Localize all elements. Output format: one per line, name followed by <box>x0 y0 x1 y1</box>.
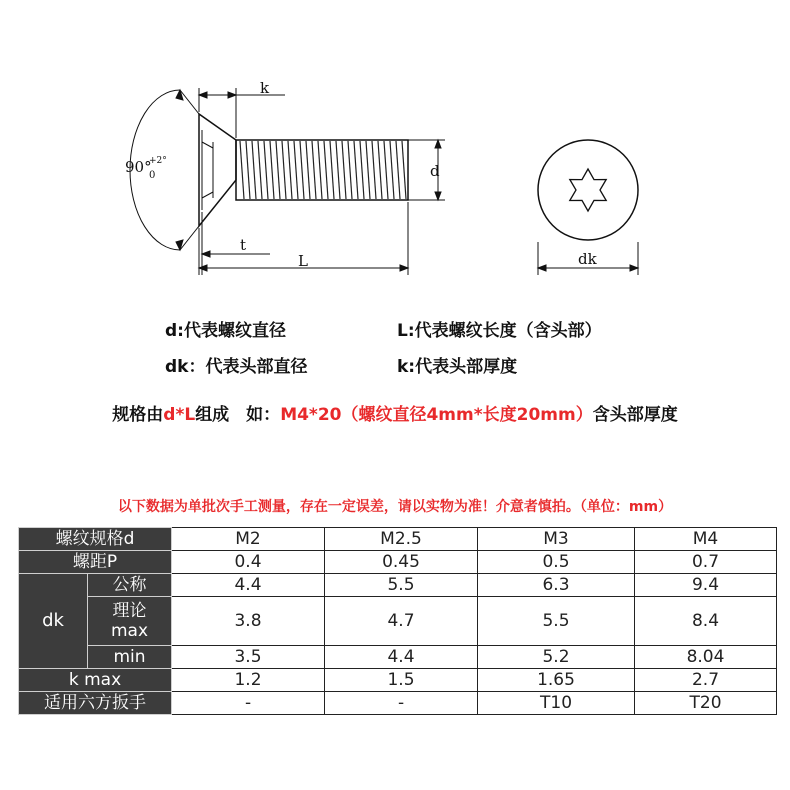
max-label: max <box>110 621 149 641</box>
thread-line <box>282 141 286 199</box>
thread-line <box>342 141 346 199</box>
table-cell: 5.5 <box>478 597 635 646</box>
composition-prefix: 规格由 <box>112 405 164 425</box>
label-d: d <box>430 162 440 180</box>
spec-table <box>18 527 777 715</box>
label-angle-plus: +2° <box>149 156 167 166</box>
table-cell: 5.2 <box>478 646 635 669</box>
thread-line <box>270 141 274 199</box>
thread-line <box>384 141 388 199</box>
legend-k: k:代表头部厚度 <box>397 357 518 377</box>
table-row <box>19 574 777 597</box>
thread-line <box>300 141 304 199</box>
table-row <box>19 692 777 715</box>
thread-line <box>330 141 334 199</box>
table-row <box>19 669 777 692</box>
header-dk: dk <box>19 574 88 669</box>
table-cell: 1.2 <box>172 669 325 692</box>
composition-formula: d*L <box>163 405 196 425</box>
thread-line <box>318 141 322 199</box>
table-cell: - <box>325 692 478 715</box>
table-cell: 4.4 <box>325 646 478 669</box>
label-k: k <box>260 79 270 97</box>
table-cell: M2.5 <box>325 528 478 551</box>
table-cell: - <box>172 692 325 715</box>
label-t: t <box>240 236 247 254</box>
table-row <box>19 597 777 646</box>
table-cell: 1.5 <box>325 669 478 692</box>
table-cell: M2 <box>172 528 325 551</box>
thread-line <box>276 141 280 199</box>
thread-line <box>312 141 316 199</box>
label-dk: dk <box>578 250 597 268</box>
table-cell: 0.5 <box>478 551 635 574</box>
table-row <box>19 528 777 551</box>
table-cell: 9.4 <box>635 574 777 597</box>
table-cell: 1.65 <box>478 669 635 692</box>
legend-dk: dk：代表头部直径 <box>165 357 308 377</box>
thread-line <box>372 141 376 199</box>
table-cell: 8.4 <box>635 597 777 646</box>
label-angle: 90° <box>125 158 152 176</box>
measurement-note: 以下数据为单批次手工测量，存在一定误差，请以实物为准！介意者慎拍。（单位：mm） <box>117 499 673 515</box>
table-cell: T20 <box>635 692 777 715</box>
screw-dimension-drawing <box>0 0 790 300</box>
table-cell: 8.04 <box>635 646 777 669</box>
header-min: min <box>88 646 172 669</box>
thread-line <box>336 141 340 199</box>
header-thread-spec: 螺纹规格d <box>19 528 172 551</box>
header-theory-max <box>88 597 172 646</box>
composition-mid: 组成 如： <box>195 405 281 425</box>
table-cell: 6.3 <box>478 574 635 597</box>
thread-line <box>306 141 310 199</box>
label-angle-minus: 0 <box>149 170 156 181</box>
table-cell: 3.8 <box>172 597 325 646</box>
thread-line <box>396 141 400 199</box>
table-cell: M3 <box>478 528 635 551</box>
legend-L: L:代表螺纹长度（含头部） <box>397 321 602 341</box>
thread-line <box>264 141 268 199</box>
table-cell: 0.45 <box>325 551 478 574</box>
thread-line <box>240 141 244 199</box>
thread-line <box>294 141 298 199</box>
spec-composition-line <box>0 400 790 425</box>
table-cell: 4.4 <box>172 574 325 597</box>
label-L: L <box>298 252 308 270</box>
header-wrench: 适用六方扳手 <box>19 692 172 715</box>
thread-line <box>378 141 382 199</box>
table-cell: M4 <box>635 528 777 551</box>
thread-line <box>324 141 328 199</box>
thread-line <box>366 141 370 199</box>
composition-suffix: 含头部厚度 <box>592 405 678 425</box>
thread-line <box>354 141 358 199</box>
thread-line <box>246 141 250 199</box>
thread-line <box>402 141 406 199</box>
theory-label: 理论 <box>112 601 147 621</box>
header-pitch: 螺距P <box>19 551 172 574</box>
header-k-max: k max <box>19 669 172 692</box>
table-cell: 3.5 <box>172 646 325 669</box>
torx-recess-icon <box>570 169 606 211</box>
table-cell: 0.7 <box>635 551 777 574</box>
table-cell: 0.4 <box>172 551 325 574</box>
table-cell: 4.7 <box>325 597 478 646</box>
header-nominal: 公称 <box>88 574 172 597</box>
table-row <box>19 551 777 574</box>
table-cell: T10 <box>478 692 635 715</box>
thread-line <box>288 141 292 199</box>
thread-line <box>252 141 256 199</box>
thread-line <box>360 141 364 199</box>
legend-d: d:代表螺纹直径 <box>165 321 286 341</box>
table-cell: 5.5 <box>325 574 478 597</box>
table-row <box>19 646 777 669</box>
thread-line <box>390 141 394 199</box>
thread-line <box>348 141 352 199</box>
table-cell: 2.7 <box>635 669 777 692</box>
composition-example: M4*20（螺纹直径4mm*长度20mm） <box>280 405 593 425</box>
thread-line <box>258 141 262 199</box>
